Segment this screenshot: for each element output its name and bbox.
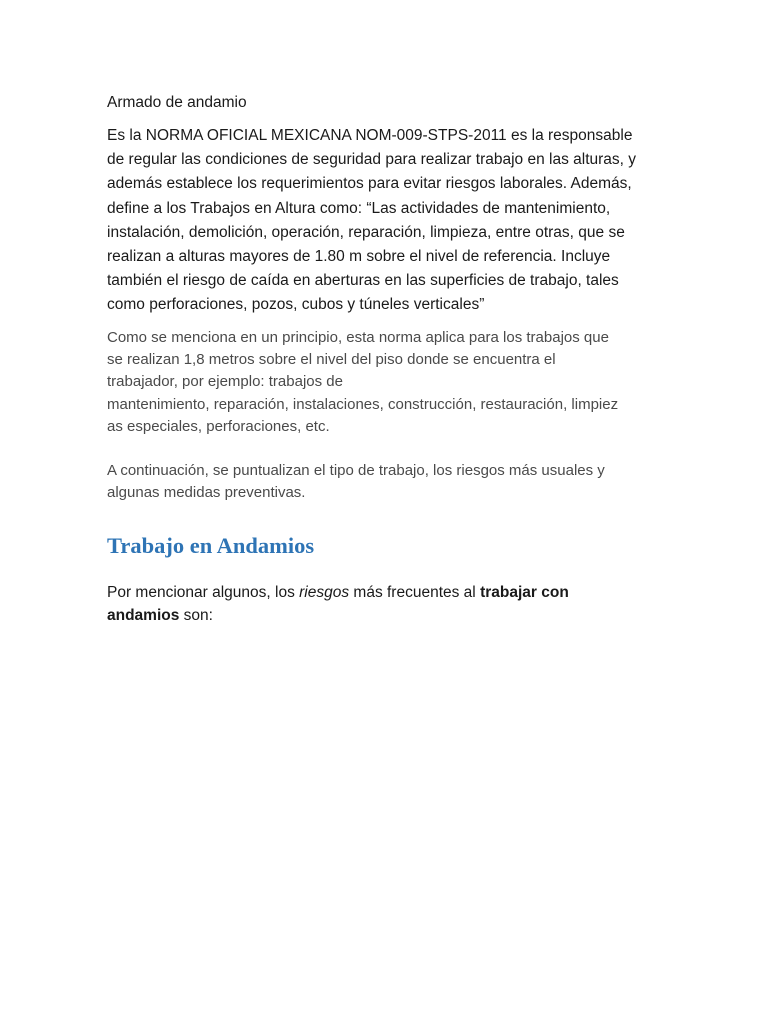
intro-bold-text: andamios [107,606,180,624]
application-paragraph [107,327,667,438]
text-line: as especiales, perforaciones, etc. [107,417,330,435]
text-line: se realizan 1,8 metros sobre el nivel del piso donde se encuentra el [107,350,556,368]
intro-bold-text: trabajar con [480,583,569,601]
norma-paragraph: Es la NORMA OFICIAL MEXICANA NOM-009-STPS-2011 es la responsable de regular las condiciones de seguridad para realizar trabajo en las alturas, y además establece los requerimientos para evitar riesgos laborales. Además, define a los Trabajos en Altura como: “Las actividades de mantenimiento, instalación, demolición, operación, reparación, limpieza, entre otras, que se realizan a alturas mayores de 1.80 m sobre el nivel de referencia. Incluye también el riesgo de caída en aberturas en las superficies de trabajo, tales como perforaciones, pozos, cubos y túneles verticales” [107,127,637,314]
text-line: A continuación, se puntualizan el tipo de trabajo, los riesgos más usuales y [107,462,605,480]
document-title: Armado de andamio [107,94,247,111]
document-body [107,91,667,627]
intro-text: son: [179,606,213,624]
text-line: mantenimiento, reparación, instalaciones, construcción, restauración, limpiez [107,395,619,413]
intro-text: Por mencionar algunos, los [107,583,300,601]
summary-paragraph [107,460,667,505]
text-line [107,604,627,627]
text-line: Como se menciona en un principio, esta norma aplica para los trabajos que [107,328,609,346]
risks-intro-paragraph [107,581,627,627]
intro-italic-text: riesgos [299,583,350,601]
text-line: trabajador, por ejemplo: trabajos de [107,373,343,391]
intro-text: más frecuentes al [349,583,481,601]
text-line [107,581,627,604]
section-heading: Trabajo en Andamios [107,532,315,558]
text-line: algunas medidas preventivas. [107,484,306,502]
